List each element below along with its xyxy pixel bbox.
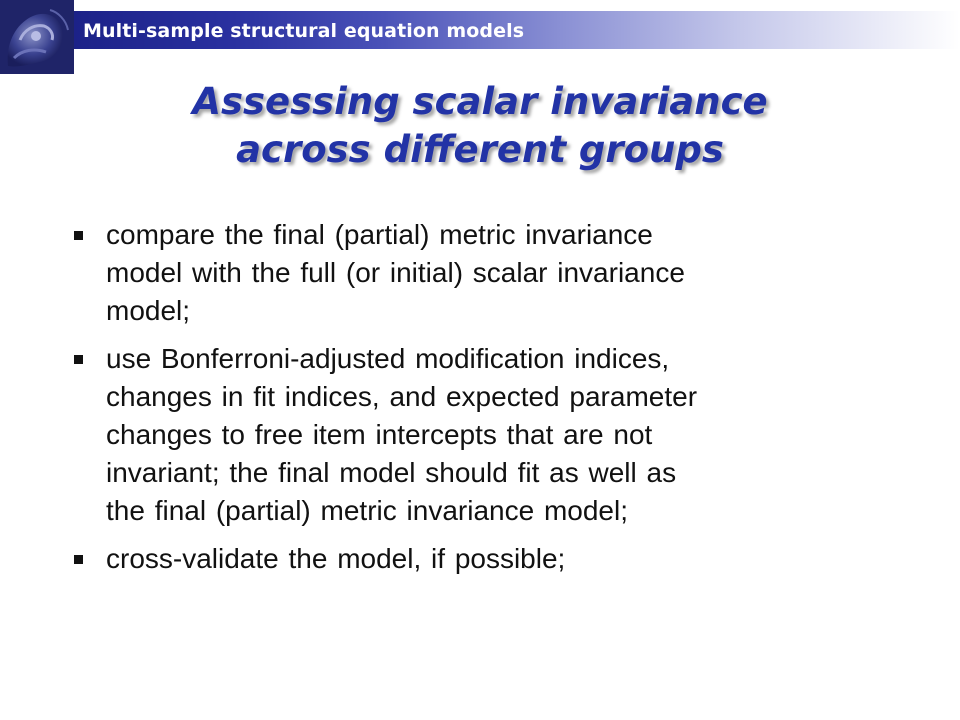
bullet-line: cross-validate the model, if possible; — [106, 543, 566, 574]
bullet-line: model; — [106, 295, 191, 326]
slide-title-line: across different groups — [236, 128, 724, 171]
bullet-item — [72, 540, 892, 578]
bullet-item — [72, 340, 892, 530]
bullet-text — [106, 340, 892, 530]
bullet-list — [72, 216, 892, 578]
bullet-line: invariant; the final model should fit as well as — [106, 457, 677, 488]
bullet-square-icon — [74, 231, 83, 240]
bullet-line: changes in fit indices, and expected parameter — [106, 381, 698, 412]
bullet-line: use Bonferroni-adjusted modification indices, — [106, 343, 670, 374]
logo-emblem-icon — [0, 0, 74, 74]
slide-title-line: Assessing scalar invariance — [192, 80, 768, 123]
bullet-text — [106, 216, 892, 330]
bullet-line: model with the full (or initial) scalar invariance — [106, 257, 685, 288]
bullet-line: changes to free item intercepts that are not — [106, 419, 653, 450]
bullet-line: the final (partial) metric invariance model; — [106, 495, 628, 526]
bullet-square-icon — [74, 355, 83, 364]
bullet-text — [106, 540, 892, 578]
slide-title — [60, 78, 900, 174]
bullet-item — [72, 216, 892, 330]
bullet-line: compare the final (partial) metric invariance — [106, 219, 653, 250]
bullet-square-icon — [74, 555, 83, 564]
header-title: Multi-sample structural equation models — [83, 20, 525, 42]
